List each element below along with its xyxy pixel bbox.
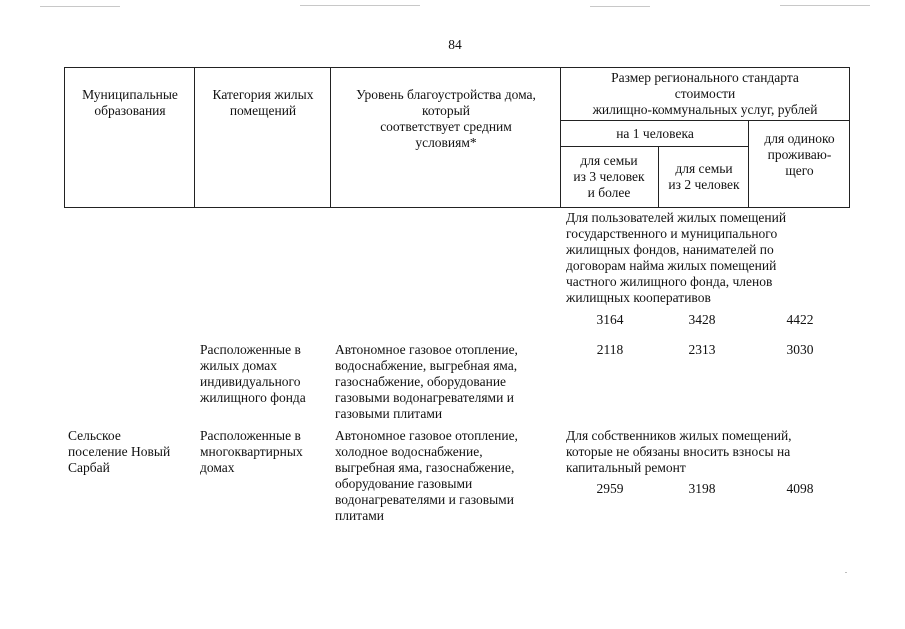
- row-2-value-family2: 3198: [688, 481, 716, 496]
- scan-artifact: [590, 6, 650, 7]
- row-1-category: Расположенные в жилых домах индивидуального жилищного фонда: [200, 342, 306, 405]
- page-number: 84: [448, 37, 462, 52]
- header-family2: для семьи из 2 человек: [668, 161, 740, 192]
- row-2-municipality: Сельское поселение Новый Сарбай: [68, 428, 171, 475]
- scan-artifact: [40, 6, 120, 7]
- row-0-value-family3: 3164: [596, 312, 624, 327]
- row-0-note: Для пользователей жилых помещений государственного и муниципального жилищных фондов, нанимателей по договорам найма жилых помещений частного жилищного фонда, членов жилищных кооперативов: [566, 210, 787, 305]
- header-family3: для семьи из 3 человек и более: [573, 153, 645, 200]
- scan-artifact: [845, 572, 847, 573]
- row-1-value-single: 3030: [786, 342, 814, 357]
- row-1-value-family2: 2313: [688, 342, 716, 357]
- scan-artifact: [300, 5, 420, 6]
- row-0-value-single: 4422: [786, 312, 814, 327]
- header-per-person: на 1 человека: [616, 126, 694, 141]
- header-category: Категория жилых помещений: [212, 87, 314, 118]
- header-level: Уровень благоустройства дома, который соответствует средним условиям*: [356, 87, 536, 150]
- row-1-level: Автономное газовое отопление, водоснабжение, выгребная яма, газоснабжение, оборудование газовыми водонагревателями и газовыми плитами: [335, 342, 518, 421]
- row-2-category: Расположенные в многоквартирных домах: [200, 428, 303, 475]
- row-0-value-family2: 3428: [688, 312, 716, 327]
- row-1-value-family3: 2118: [596, 342, 624, 357]
- row-2-value-family3: 2959: [596, 481, 624, 496]
- scan-artifact: [780, 5, 870, 6]
- header-municipality: Муниципальные образования: [82, 87, 178, 118]
- row-2-value-single: 4098: [786, 481, 814, 496]
- row-2-note: Для собственников жилых помещений, которые не обязаны вносить взносы на капитальный ремонт: [566, 428, 792, 475]
- header-size-title: Размер регионального стандарта стоимости жилищно-коммунальных услуг, рублей: [592, 70, 818, 117]
- row-2-level: Автономное газовое отопление, холодное водоснабжение, выгребная яма, газоснабжение, оборудование газовыми водонагревателями и газовыми плитами: [335, 428, 518, 523]
- header-single: для одиноко проживаю- щего: [764, 131, 835, 178]
